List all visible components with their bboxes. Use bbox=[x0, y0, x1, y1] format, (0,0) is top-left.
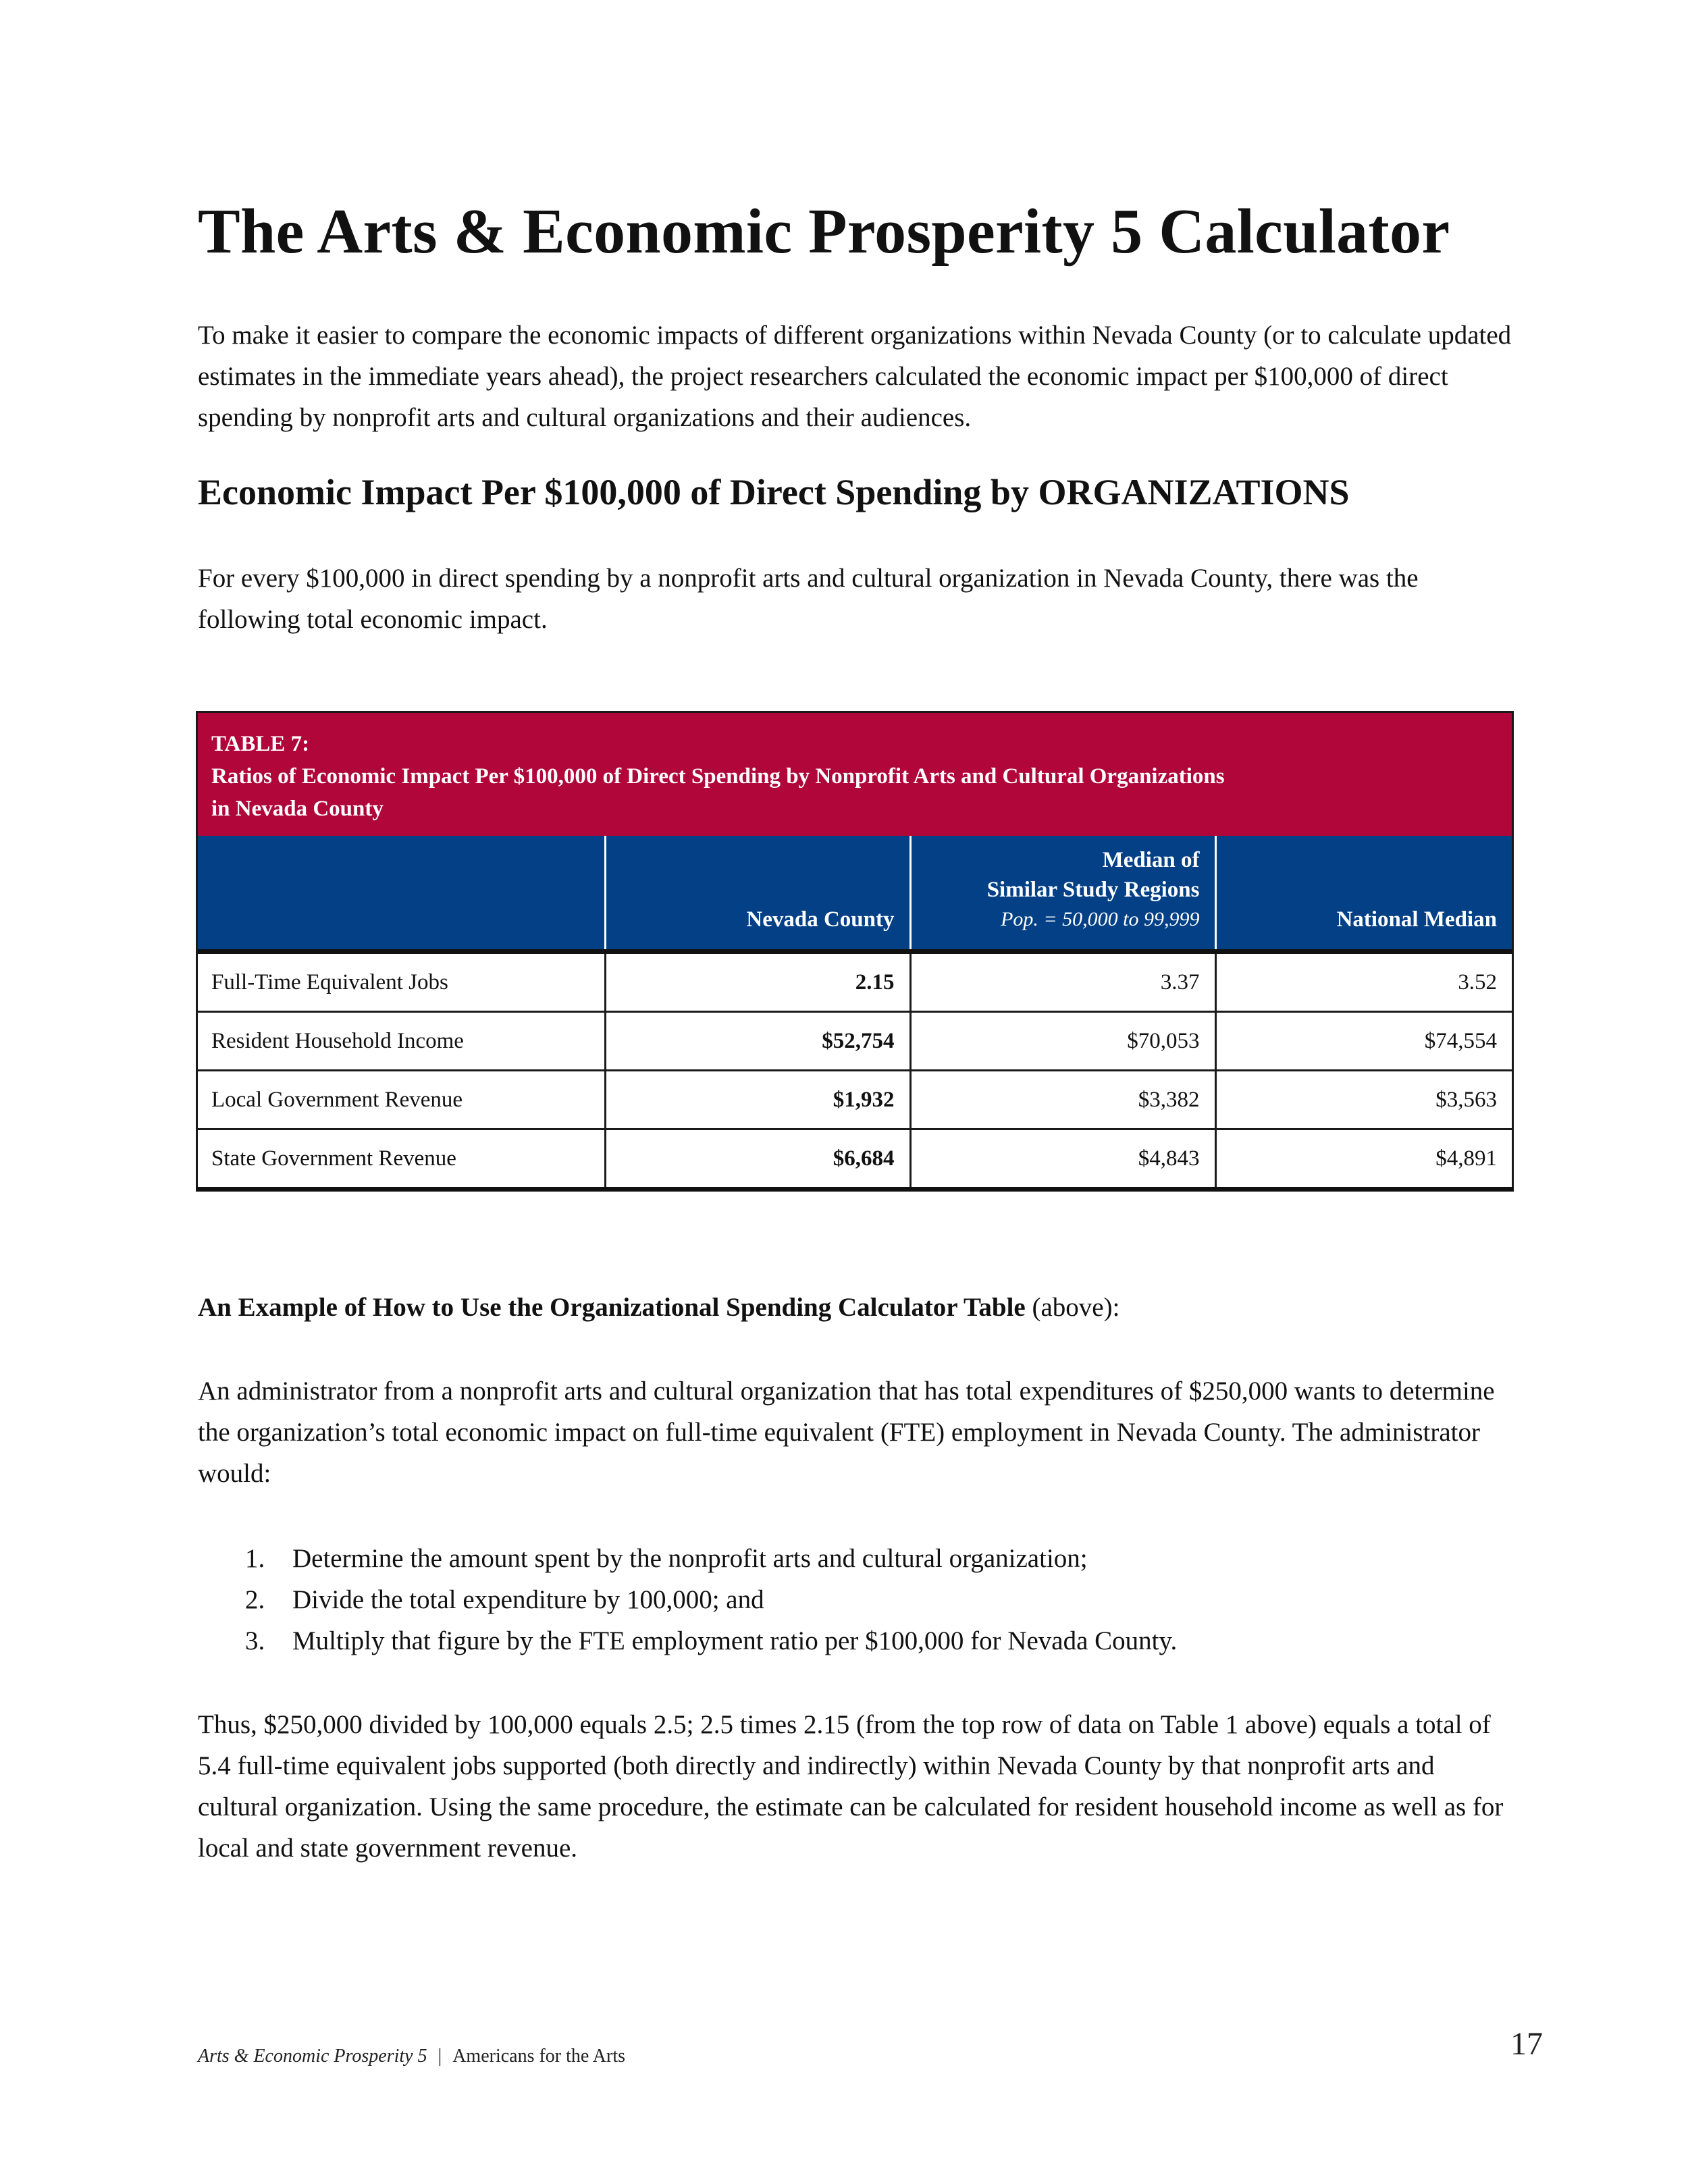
cell-national-median: $3,563 bbox=[1215, 1071, 1512, 1129]
step-number: 1. bbox=[245, 1544, 265, 1573]
header-similar-line2: Similar Study Regions bbox=[986, 878, 1200, 902]
cell-national-median: 3.52 bbox=[1215, 952, 1512, 1012]
page-title: The Arts & Economic Prosperity 5 Calculator bbox=[198, 196, 1450, 267]
section-heading: Economic Impact Per $100,000 of Direct Spending by ORGANIZATIONS bbox=[198, 472, 1350, 512]
cell-national-median: $4,891 bbox=[1215, 1129, 1512, 1188]
example-heading-rest: (above): bbox=[1025, 1293, 1120, 1322]
header-national-median: National Median bbox=[1215, 836, 1512, 952]
table-header-row bbox=[198, 836, 1512, 952]
cell-nevada-county: $52,754 bbox=[605, 1012, 910, 1071]
table-bottom-rule bbox=[196, 1187, 1514, 1192]
section-intro-paragraph: For every $100,000 in direct spending by a nonprofit arts and cultural organization in Nevada County, there was the following total economic impact. bbox=[198, 564, 1419, 634]
header-blank bbox=[198, 836, 605, 952]
page-number: 17 bbox=[1510, 2026, 1543, 2062]
conclusion-paragraph: Thus, $250,000 divided by 100,000 equals 2.5; 2.5 times 2.15 (from the top row of data on Table 1 above) equals a total of 5.4 full-time equivalent jobs supported (both directly and indirectly) within Nevada County by that nonprofit arts and cultural organization. Using the same procedure, the estimate can be calculated for resident household income as well as for local and state government revenue. bbox=[198, 1710, 1504, 1863]
header-similar-regions bbox=[910, 836, 1215, 952]
table-row bbox=[198, 952, 1512, 1012]
cell-similar-regions: $4,843 bbox=[910, 1129, 1215, 1188]
row-label: Full-Time Equivalent Jobs bbox=[211, 969, 448, 994]
cell-similar-regions: $3,382 bbox=[910, 1071, 1215, 1129]
list-item bbox=[198, 1620, 1177, 1661]
cell-similar-regions: 3.37 bbox=[910, 952, 1215, 1012]
list-item bbox=[198, 1579, 1177, 1620]
table-caption bbox=[198, 713, 1512, 836]
footer-organization: Americans for the Arts bbox=[452, 2046, 626, 2067]
cell-national-median: $74,554 bbox=[1215, 1012, 1512, 1071]
cell-nevada-county: $6,684 bbox=[605, 1129, 910, 1188]
data-table bbox=[198, 836, 1512, 1187]
table-row bbox=[198, 1012, 1512, 1071]
example-heading-bold: An Example of How to Use the Organizational Spending Calculator Table bbox=[198, 1293, 1026, 1322]
intro-paragraph: To make it easier to compare the economic impacts of different organizations within Nevada County (or to calculate updated estimates in the immediate years ahead), the project researchers calculated the economic impact per $100,000 of direct spending by nonprofit arts and cultural organizations and their audiences. bbox=[198, 321, 1512, 432]
step-text: Divide the total expenditure by 100,000; and bbox=[292, 1585, 764, 1614]
header-nevada-county: Nevada County bbox=[605, 836, 910, 952]
ratios-table bbox=[196, 711, 1514, 1192]
table-label: TABLE 7: bbox=[211, 732, 310, 756]
example-heading bbox=[198, 1287, 1119, 1328]
cell-nevada-county: 2.15 bbox=[605, 952, 910, 1012]
cell-nevada-county: $1,932 bbox=[605, 1071, 910, 1129]
row-label: State Government Revenue bbox=[198, 1129, 605, 1188]
footer-publication: Arts & Economic Prosperity 5 bbox=[198, 2046, 427, 2067]
row-label: Local Government Revenue bbox=[198, 1071, 605, 1129]
header-similar-line1: Median of bbox=[1102, 848, 1200, 872]
table-caption-line1: Ratios of Economic Impact Per $100,000 of Direct Spending by Nonprofit Arts and Cultural Organizations bbox=[211, 764, 1225, 789]
step-number: 3. bbox=[245, 1626, 265, 1655]
row-label: Resident Household Income bbox=[198, 1012, 605, 1071]
table-row bbox=[198, 1071, 1512, 1129]
list-item bbox=[198, 1538, 1177, 1579]
table-row bbox=[198, 1129, 1512, 1188]
page-footer bbox=[198, 2046, 625, 2067]
step-number: 2. bbox=[245, 1585, 265, 1614]
cell-similar-regions: $70,053 bbox=[910, 1012, 1215, 1071]
step-text: Multiply that figure by the FTE employment ratio per $100,000 for Nevada County. bbox=[292, 1626, 1178, 1655]
steps-list bbox=[198, 1538, 1177, 1661]
header-similar-population: Pop. = 50,000 to 99,999 bbox=[1001, 908, 1200, 930]
example-paragraph: An administrator from a nonprofit arts and cultural organization that has total expenditures of $250,000 wants to determine the organization’s total economic impact on full-time equivalent (FTE) employment in Nevada County. The administrator would: bbox=[198, 1377, 1495, 1488]
table-caption-line2: in Nevada County bbox=[211, 797, 384, 821]
footer-separator: | bbox=[438, 2046, 442, 2067]
step-text: Determine the amount spent by the nonprofit arts and cultural organization; bbox=[292, 1544, 1088, 1573]
